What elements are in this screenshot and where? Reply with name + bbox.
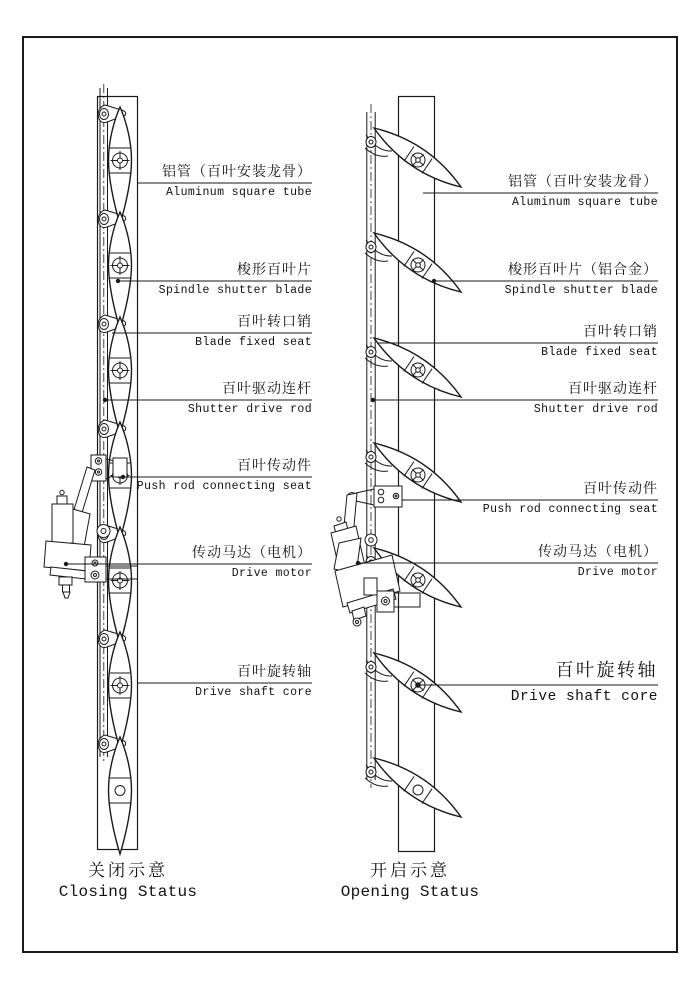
label-en: Shutter drive rod — [187, 403, 312, 416]
opening-diagram — [331, 97, 658, 852]
label-en: Drive shaft core — [195, 686, 312, 699]
label-zh: 百叶驱动连杆 — [222, 380, 312, 396]
label-zh: 百叶传动件 — [583, 480, 658, 496]
label-zh: 铝管（百叶安装龙骨） — [162, 163, 312, 179]
caption-opening-status — [300, 856, 520, 901]
label-en: Shutter drive rod — [533, 403, 658, 416]
label-en: Push rod connecting seat — [482, 503, 658, 516]
label-en: Push rod connecting seat — [136, 480, 312, 493]
label-zh: 传动马达（电机） — [192, 544, 312, 560]
label-en: Drive shaft core — [510, 689, 658, 705]
caption-zh: 开启示意 — [370, 861, 450, 880]
label-zh: 百叶转口销 — [237, 313, 312, 329]
label-zh: 百叶旋转轴 — [237, 663, 312, 679]
label-en: Spindle shutter blade — [504, 284, 658, 297]
label-zh: 传动马达（电机） — [538, 543, 658, 559]
drive-rod-open — [367, 104, 375, 788]
label-zh: 百叶驱动连杆 — [568, 380, 658, 396]
label-en: Drive motor — [577, 566, 658, 579]
label-en: Spindle shutter blade — [158, 284, 312, 297]
label-zh: 百叶转口销 — [583, 323, 658, 339]
label-zh: 百叶旋转轴 — [555, 660, 658, 680]
caption-en: Opening Status — [340, 883, 480, 901]
shutter-blades-open — [365, 128, 461, 817]
label-zh: 梭形百叶片 — [237, 261, 312, 277]
label-zh: 百叶传动件 — [237, 457, 312, 473]
label-zh: 铝管（百叶安装龙骨） — [508, 173, 658, 189]
caption-closing-status — [18, 856, 238, 901]
label-en: Blade fixed seat — [541, 346, 658, 359]
label-en: Aluminum square tube — [165, 186, 312, 199]
label-en: Aluminum square tube — [511, 196, 658, 209]
caption-en: Closing Status — [58, 883, 198, 901]
label-en: Drive motor — [231, 567, 312, 580]
label-en: Blade fixed seat — [195, 336, 312, 349]
caption-zh: 关闭示意 — [88, 861, 168, 880]
label-zh: 梭形百叶片（铝合金） — [508, 261, 658, 277]
